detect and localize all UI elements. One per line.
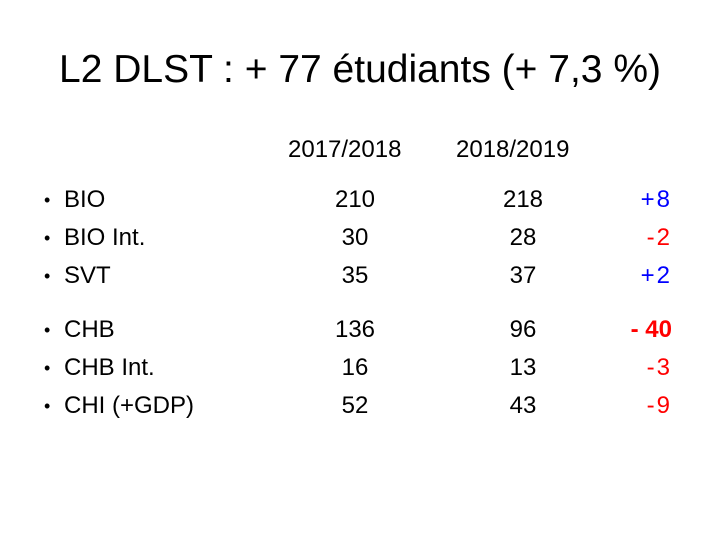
value-2018-chb-int: 13 (509, 354, 537, 381)
row-label-bio-int: • BIO Int. (44, 220, 145, 256)
slide-title: L2 DLST : + 77 étudiants (+ 7,3 %) (59, 48, 661, 91)
delta-bio: +8 (640, 186, 672, 213)
row-label-chi-gdp: • CHI (+GDP) (44, 388, 194, 424)
row-label-svt: • SVT (44, 258, 111, 294)
delta-bio-int: -2 (646, 224, 672, 251)
delta-chb: - 40 (630, 316, 672, 343)
bullet-icon: • (44, 358, 51, 378)
value-2018-bio: 218 (502, 186, 544, 213)
value-2018-chi-gdp: 43 (509, 392, 537, 419)
bullet-icon: • (44, 266, 51, 286)
bullet-icon: • (44, 320, 51, 340)
delta-chi-gdp: -9 (646, 392, 672, 419)
delta-svt: +2 (640, 262, 672, 289)
row-label-chb-int: • CHB Int. (44, 350, 155, 386)
column-header-2018-2019: 2018/2019 (456, 136, 570, 163)
value-2017-bio-int: 30 (341, 224, 369, 251)
bullet-icon: • (44, 396, 51, 416)
value-2017-chi-gdp: 52 (341, 392, 369, 419)
bullet-icon: • (44, 190, 51, 210)
value-2017-chb: 136 (334, 316, 376, 343)
value-2018-bio-int: 28 (509, 224, 537, 251)
delta-chb-int: -3 (646, 354, 672, 381)
row-label-chb: • CHB (44, 312, 115, 348)
value-2017-svt: 35 (341, 262, 369, 289)
bullet-icon: • (44, 228, 51, 248)
column-header-2017-2018: 2017/2018 (288, 136, 402, 163)
value-2018-chb: 96 (509, 316, 537, 343)
value-2017-chb-int: 16 (341, 354, 369, 381)
value-2017-bio: 210 (334, 186, 376, 213)
value-2018-svt: 37 (509, 262, 537, 289)
row-label-bio: • BIO (44, 182, 105, 218)
